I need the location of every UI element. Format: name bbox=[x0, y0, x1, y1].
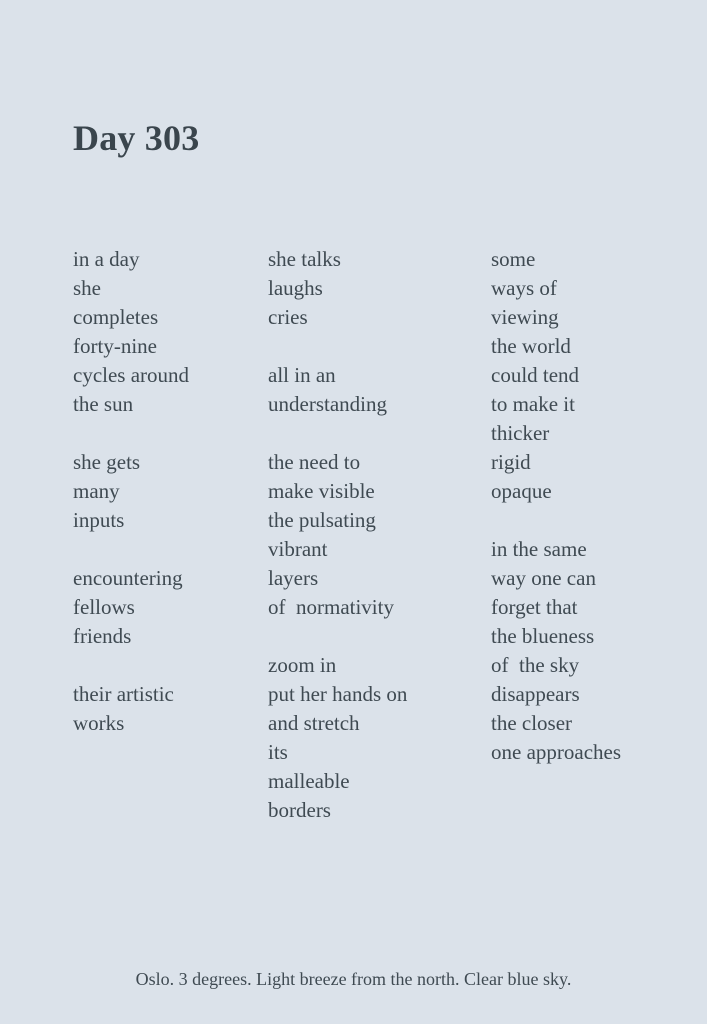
poem-column-1 bbox=[73, 245, 189, 738]
poem-line: viewing bbox=[491, 305, 559, 329]
poem-line: completes bbox=[73, 305, 159, 329]
poem-line: forget that bbox=[491, 595, 578, 619]
poem-line: and stretch bbox=[268, 711, 360, 735]
poem-line: of the sky bbox=[491, 653, 580, 677]
poem-line: in a day bbox=[73, 247, 140, 271]
poem-line: malleable bbox=[268, 769, 350, 793]
poem-line: rigid bbox=[491, 450, 531, 474]
poem-column-2 bbox=[268, 245, 407, 825]
page-title: Day 303 bbox=[73, 118, 200, 158]
poem-line: make visible bbox=[268, 479, 375, 503]
poem-line: fellows bbox=[73, 595, 135, 619]
poem-line: the world bbox=[491, 334, 571, 358]
stanza-break bbox=[268, 332, 407, 361]
stanza-break bbox=[73, 651, 189, 680]
poem-line: put her hands on bbox=[268, 682, 408, 706]
poem-line: the pulsating bbox=[268, 508, 376, 532]
poem-line: disappears bbox=[491, 682, 580, 706]
poem-line: vibrant bbox=[268, 537, 328, 561]
poem-line: layers bbox=[268, 566, 319, 590]
stanza-break bbox=[73, 419, 189, 448]
stanza-break bbox=[73, 535, 189, 564]
poem-line: the sun bbox=[73, 392, 134, 416]
poem-line: their artistic bbox=[73, 682, 174, 706]
poem-line: cries bbox=[268, 305, 308, 329]
stanza-break bbox=[268, 622, 407, 651]
poem-line: all in an bbox=[268, 363, 336, 387]
poem-line: she bbox=[73, 276, 101, 300]
poem-line: way one can bbox=[491, 566, 596, 590]
poem-line: thicker bbox=[491, 421, 550, 445]
poem-line: the closer bbox=[491, 711, 573, 735]
poem-line: friends bbox=[73, 624, 132, 648]
stanza-break bbox=[268, 419, 407, 448]
poem-line: opaque bbox=[491, 479, 552, 503]
poem-line: forty-nine bbox=[73, 334, 157, 358]
poem-line: inputs bbox=[73, 508, 125, 532]
poem-line: ways of bbox=[491, 276, 557, 300]
poem-line: she talks bbox=[268, 247, 341, 271]
poem-line: the blueness bbox=[491, 624, 595, 648]
poem-line: zoom in bbox=[268, 653, 337, 677]
poem-line: could tend bbox=[491, 363, 580, 387]
poem-line: the need to bbox=[268, 450, 361, 474]
poem-line: cycles around bbox=[73, 363, 190, 387]
poem-line: some bbox=[491, 247, 536, 271]
poem-line: she gets bbox=[73, 450, 141, 474]
poem-line: borders bbox=[268, 798, 331, 822]
poem-line: many bbox=[73, 479, 120, 503]
poem-line: of normativity bbox=[268, 595, 394, 619]
stanza-break bbox=[491, 506, 621, 535]
poem-line: one approaches bbox=[491, 740, 622, 764]
weather-footer: Oslo. 3 degrees. Light breeze from the north. Clear blue sky. bbox=[135, 969, 572, 989]
poem-line: laughs bbox=[268, 276, 323, 300]
poem-line: works bbox=[73, 711, 125, 735]
poem-line: to make it bbox=[491, 392, 575, 416]
poem-line: understanding bbox=[268, 392, 387, 416]
poem-line: in the same bbox=[491, 537, 587, 561]
poem-line: encountering bbox=[73, 566, 183, 590]
poem-line: its bbox=[268, 740, 288, 764]
poem-column-3 bbox=[491, 245, 621, 767]
